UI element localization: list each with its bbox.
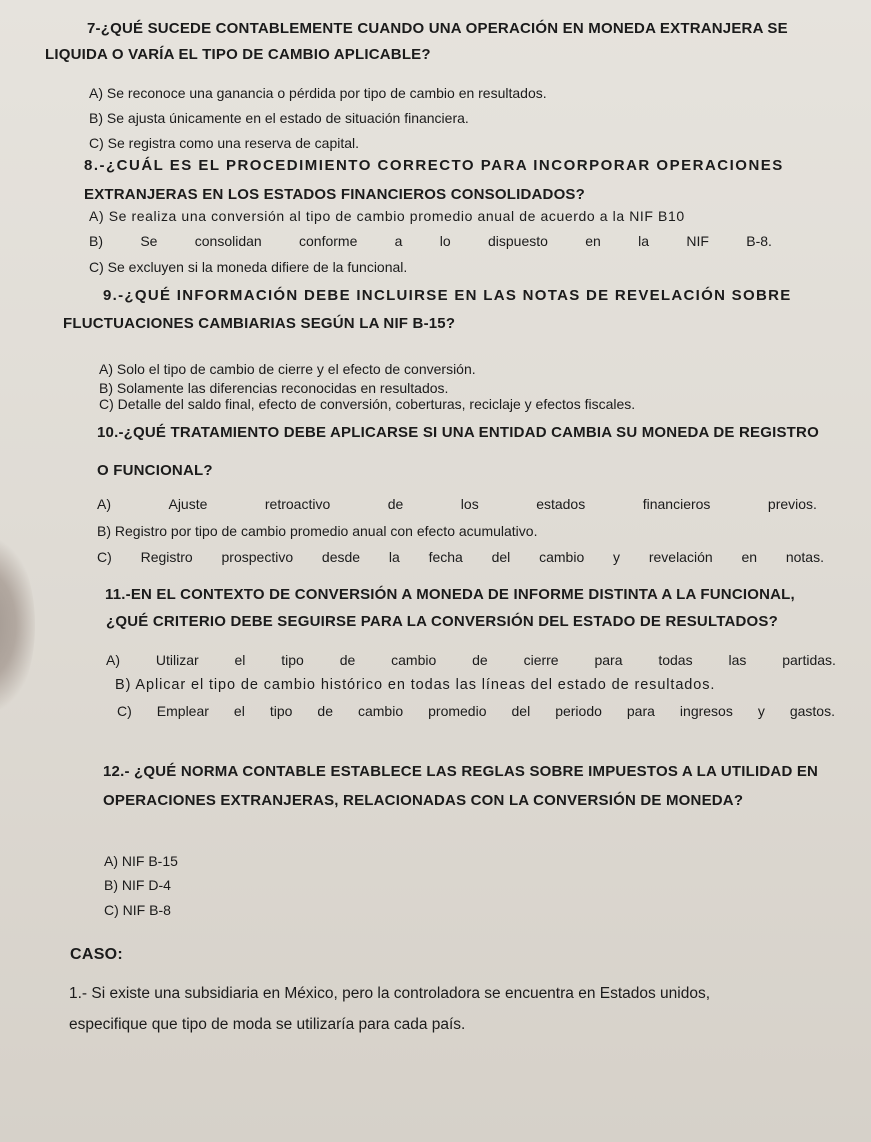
word: de [339,652,356,668]
word: el [234,652,246,668]
word: tipo [269,703,293,719]
word: de [317,703,333,719]
q9-option-c: C) Detalle del saldo final, efecto de conversión, coberturas, reciclaje y efectos fiscales. [99,396,636,412]
word: cambio [357,703,404,719]
word: del [491,549,511,565]
word: notas. [785,549,824,565]
q9-title-line1: 9.-¿QUÉ INFORMACIÓN DEBE INCLUIRSE EN LAS NOTAS DE REVELACIÓN SOBRE [103,287,792,304]
q12-option-c: C) NIF B-8 [104,902,171,918]
q12-title-line2: OPERACIONES EXTRANJERAS, RELACIONADAS CON LA CONVERSIÓN DE MONEDA? [103,792,744,809]
word: A) [97,496,111,512]
q9-option-a: A) Solo el tipo de cambio de cierre y el efecto de conversión. [99,361,476,377]
q9-option-b: B) Solamente las diferencias reconocidas en resultados. [99,380,449,396]
q7-title-line2: LIQUIDA O VARÍA EL TIPO DE CAMBIO APLICABLE? [45,46,431,63]
word: para [594,652,623,668]
q7-option-b: B) Se ajusta únicamente en el estado de situación financiera. [89,110,469,126]
word: cierre [523,652,559,668]
word: consolidan [194,233,262,249]
word: NIF [686,233,709,249]
q11-option-b: B) Aplicar el tipo de cambio histórico en todas las líneas del estado de resultados. [115,677,716,693]
word: estados [536,496,586,512]
word: ingresos [679,703,733,719]
q10-title-line2: O FUNCIONAL? [97,462,213,479]
word: tipo [281,652,304,668]
word: de [387,496,404,512]
word: conforme [299,233,358,249]
word: Utilizar [155,652,199,668]
word: el [233,703,245,719]
word: financieros [642,496,711,512]
word: dispuesto [488,233,548,249]
word: la [638,233,650,249]
word: A) [106,652,120,668]
word: para [626,703,655,719]
word: periodo [555,703,602,719]
q11-option-c [117,703,835,720]
q11-option-a [106,652,836,669]
word: promedio [428,703,487,719]
case-line1: 1.- Si existe una subsidiaria en México, pero la controladora se encuentra en Estados unidos, [69,985,711,1002]
q8-title-text: 8.-¿CUÁL ES EL PROCEDIMIENTO CORRECTO PARA INCORPORAR OPERACIONES [84,157,784,174]
word: B) [89,233,103,249]
word: Se [140,233,158,249]
word: partidas. [782,652,836,668]
q7-title-line1: 7-¿QUÉ SUCEDE CONTABLEMENTE CUANDO UNA OPERACIÓN EN MONEDA EXTRANJERA SE [87,20,788,37]
q10-option-c [97,549,824,566]
word: previos. [767,496,817,512]
q8-title-line1 [84,157,784,175]
word: C) [117,703,132,719]
case-line2: especifique que tipo de moda se utilizaría para cada país. [69,1016,466,1033]
q11-title-line2: ¿QUÉ CRITERIO DEBE SEGUIRSE PARA LA CONVERSIÓN DEL ESTADO DE RESULTADOS? [106,613,778,630]
q8-option-c: C) Se excluyen si la moneda difiere de la funcional. [89,259,408,275]
q7-option-c: C) Se registra como una reserva de capital. [89,135,360,151]
q8-title-line2: EXTRANJERAS EN LOS ESTADOS FINANCIEROS CONSOLIDADOS? [84,186,585,203]
q10-option-b: B) Registro por tipo de cambio promedio anual con efecto acumulativo. [97,523,538,539]
q10-title-line1: 10.-¿QUÉ TRATAMIENTO DEBE APLICARSE SI UNA ENTIDAD CAMBIA SU MONEDA DE REGISTRO [97,424,819,441]
q7-option-a: A) Se reconoce una ganancia o pérdida por tipo de cambio en resultados. [89,85,547,101]
word: prospectivo [221,549,294,565]
word: de [472,652,488,668]
word: desde [321,549,361,565]
q8-option-a: A) Se realiza una conversión al tipo de cambio promedio anual de acuerdo a la NIF B10 [89,208,685,224]
word: a [394,233,403,249]
q12-option-a: A) NIF B-15 [104,853,178,869]
q12-option-b: B) NIF D-4 [104,877,171,893]
word: las [728,652,747,668]
word: Ajuste [168,496,208,512]
word: y [757,703,765,719]
word: Registro [140,549,193,565]
word: la [388,549,400,565]
word: todas [658,652,693,668]
word: fecha [428,549,463,565]
q9-title-line2: FLUCTUACIONES CAMBIARIAS SEGÚN LA NIF B-15? [63,315,456,332]
word: cambio [539,549,585,565]
word: C) [97,549,112,565]
word: cambio [391,652,437,668]
q12-title-line1: 12.- ¿QUÉ NORMA CONTABLE ESTABLECE LAS REGLAS SOBRE IMPUESTOS A LA UTILIDAD EN [103,763,819,780]
word: los [460,496,479,512]
q8-option-b [89,233,772,250]
word: revelación [648,549,713,565]
word: en [585,233,601,249]
case-label: CASO: [70,946,124,963]
word: y [613,549,621,565]
word: Emplear [156,703,209,719]
q11-title-line1: 11.-EN EL CONTEXTO DE CONVERSIÓN A MONEDA DE INFORME DISTINTA A LA FUNCIONAL, [105,586,795,603]
word: B-8. [746,233,772,249]
word: lo [439,233,451,249]
word: gastos. [789,703,835,719]
word: en [741,549,758,565]
word: del [511,703,531,719]
q10-option-a [97,496,817,513]
word: retroactivo [264,496,331,512]
